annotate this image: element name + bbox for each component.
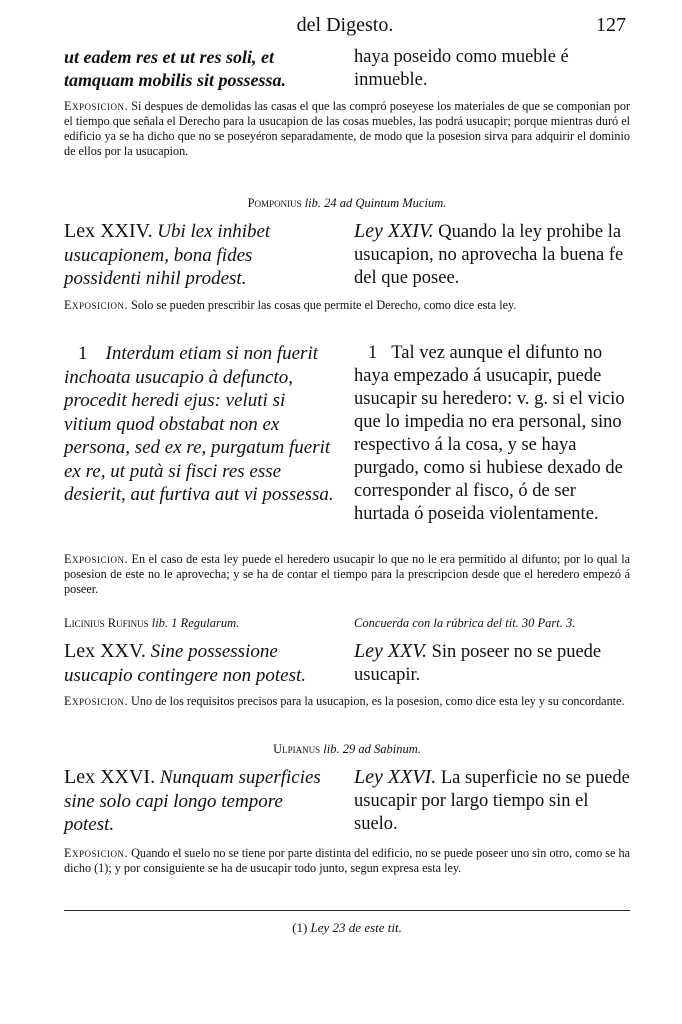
spanish-law (354, 220, 630, 290)
exposition (64, 694, 630, 709)
exposition-text: Quando el suelo no se tiene por parte distinta del edificio, no se puede poseer uno sin otro, como se ha dicho (1); y por consiguiente se ha de usucapir todo junto, segun expresa esta ley. (64, 846, 631, 875)
spanish-law (354, 640, 630, 687)
spanish-text: Tal vez aunque el difunto no haya empezado á usucapir, puede usucapir su heredero: v. g. si el vicio que lo impedia no era personal, sino respectivo á la cosa, y se haya purgado, como si hubiese dexado de corresponder al fisco, ó de ser hurtada ó poseida violentamente. (354, 343, 625, 524)
paragraph-number: 1 (78, 343, 88, 364)
footnote (64, 920, 630, 936)
exposition-text: Solo se pueden prescribir las cosas que permite el Derecho, como dice esta ley. (131, 298, 517, 312)
exposition-label: Exposicion. (64, 298, 128, 312)
footnote-text: Ley 23 de este tit. (310, 920, 402, 935)
exposition-label: Exposicion. (64, 694, 128, 708)
concordance-note: Concuerda con la rúbrica del tit. 30 Part. 3. (354, 616, 576, 630)
running-title: del Digesto. (296, 14, 394, 36)
law-row (64, 766, 630, 838)
source-author: Ulpianus (273, 742, 321, 756)
source-author: Pomponius (247, 196, 302, 210)
law-row (64, 220, 630, 290)
law-row (64, 640, 630, 688)
spanish-text: La superficie no se puede usucapir por largo tiempo sin el suelo. (354, 768, 630, 834)
latin-law (64, 220, 334, 291)
lex-label: Lex XXIV. (64, 220, 153, 242)
spanish-text: Sin poseer no se puede usucapir. (354, 642, 602, 685)
latin-law (64, 640, 334, 687)
ley-label: Ley XXVI. (354, 766, 437, 788)
lex-label: Lex XXVI. (64, 766, 156, 788)
footnote-marker: (1) (292, 920, 308, 935)
latin-law (64, 766, 334, 837)
footnote-rule (64, 910, 630, 911)
source-citation (64, 616, 239, 631)
exposition (64, 846, 630, 876)
exposition (64, 552, 630, 597)
lex-label: Lex XXV. (64, 640, 146, 662)
ley-label: Ley XXV. (354, 640, 427, 662)
spanish-law (354, 766, 630, 836)
spanish-text: haya poseido como mueble é inmueble. (354, 47, 569, 90)
ley-label: Ley XXIV. (354, 220, 434, 242)
exposition-text: Si despues de demolidas las casas el que las compró poseyese los materiales de que se componian por el tiempo que señala el Derecho para la usucapion de las cosas muebles, las podrá usucapir; porque mientras duró el edificio ya se ha dicho que no se poseyéron separadamente, de modo que la posesion sirva para adquirir el dominio de ellos por la usucapion. (64, 99, 630, 158)
spanish-text: Quando la ley prohibe la usucapion, no aprovecha la buena fe del que posee. (354, 222, 624, 288)
page-header (60, 14, 630, 40)
latin-text: Nunquam superficies sine solo capi longo tempore potest. (64, 767, 321, 835)
paragraph-row (64, 342, 630, 547)
page-number: 127 (596, 14, 626, 36)
exposition (64, 99, 630, 159)
exposition-text: Uno de los requisitos precisos para la usucapion, es la posesion, como dice esta ley y su concordante. (131, 694, 625, 708)
exposition (64, 298, 630, 313)
source-citation (64, 196, 630, 211)
paragraph-number: 1 (368, 343, 378, 363)
latin-text: ut eadem res et ut res soli, et tamquam mobilis sit possessa. (64, 47, 287, 90)
source-reference: lib. 29 ad Sabinum. (323, 742, 421, 756)
exposition-label: Exposicion. (64, 846, 128, 860)
source-citation (64, 742, 630, 757)
latin-text: Sine possessione usucapio contingere non potest. (64, 641, 307, 686)
latin-text: Ubi lex inhibet usucapionem, bona fides possidenti nihil prodest. (64, 221, 271, 289)
exposition-text: En el caso de esta ley puede el heredero usucapir lo que no le era permitido al difunto; por lo qual la posesion de este no le aprovecha; y se ha de contar el tiempo para la prescripcion desde que el heredero empezó á poseer. (64, 552, 630, 596)
latin-paragraph (64, 342, 334, 507)
continuation-row (64, 46, 630, 96)
source-author: Licinius Rufinus (64, 616, 149, 630)
exposition-label: Exposicion. (64, 552, 128, 566)
latin-text: fuerit inchoata usucapio à defuncto, procedit heredi ejus: veluti si vitium quod obstabat non ex persona, sed ex re, purgatum fuerit ex re, ut putà si fisci res esse desierit, aut furtiva aut vi possessa. (64, 343, 334, 505)
exposition-label: Exposicion. (64, 99, 128, 113)
spanish-paragraph (354, 342, 630, 526)
latin-first-words: Interdum etiam si non (105, 343, 273, 364)
source-reference: lib. 1 Regularum. (151, 616, 240, 630)
source-reference: lib. 24 ad Quintum Mucium. (304, 196, 447, 210)
